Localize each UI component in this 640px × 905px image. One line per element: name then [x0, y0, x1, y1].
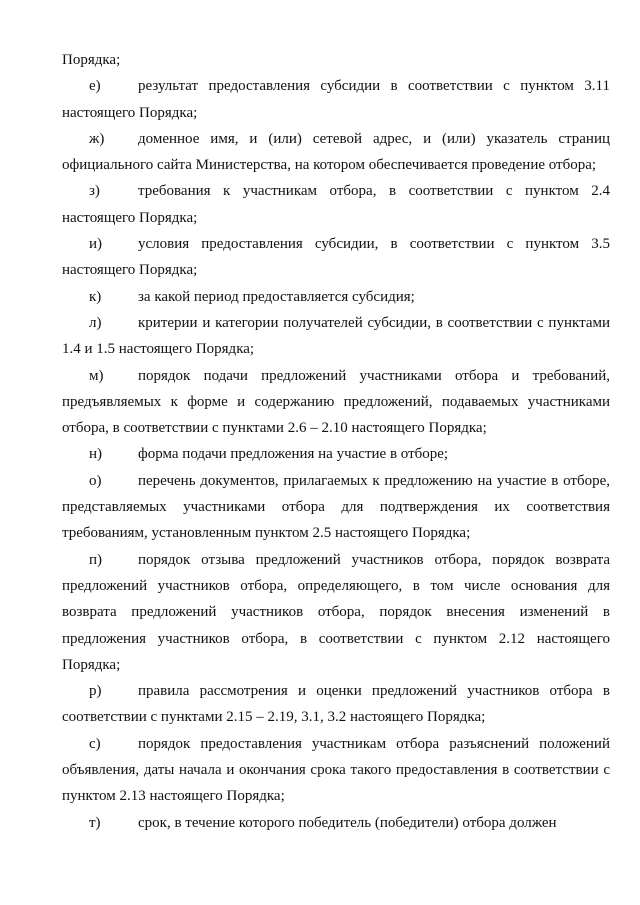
text-line [62, 315, 610, 332]
text-line [62, 78, 610, 95]
list-marker: о) [89, 472, 102, 489]
text-line [62, 157, 610, 174]
list-marker: м) [89, 367, 104, 384]
text-line [62, 499, 610, 516]
text-line [62, 236, 610, 253]
document-page [62, 52, 610, 841]
text-line [62, 683, 610, 700]
paragraph-text: порядок подачи предложений участниками отбора и требований, [138, 367, 610, 384]
list-marker: к) [89, 288, 102, 305]
paragraph-text: пунктом 2.13 настоящего Порядка; [62, 788, 285, 805]
paragraph-text: предъявляемых к форме и содержанию предложений, подаваемых участниками [62, 393, 610, 410]
paragraph-text: официального сайта Министерства, на котором обеспечивается проведение отбора; [62, 157, 597, 174]
text-line [62, 183, 610, 200]
text-line [62, 394, 610, 411]
paragraph-text: результат предоставления субсидии в соответствии с пунктом 3.11 [138, 78, 610, 95]
text-line [62, 604, 610, 621]
text-line [62, 210, 610, 227]
text-line [62, 709, 610, 726]
list-marker: л) [89, 314, 102, 331]
list-marker: т) [89, 814, 101, 831]
paragraph-text: объявления, даты начала и окончания срока такого предоставления в соответствии с [62, 762, 610, 779]
paragraph-text: настоящего Порядка; [62, 262, 198, 279]
text-line [62, 736, 610, 753]
list-marker: и) [89, 236, 103, 253]
text-line [62, 341, 610, 358]
paragraph-text: за какой период предоставляется субсидия; [138, 288, 415, 305]
paragraph-text: критерии и категории получателей субсидии, в соответствии с пунктами [138, 314, 610, 331]
text-line [62, 368, 610, 385]
text-line [62, 788, 610, 805]
paragraph-text: требования к участникам отбора, в соответствии с пунктом 2.4 [138, 183, 610, 200]
text-line [62, 289, 610, 306]
paragraph-text: отбора, в соответствии с пунктами 2.6 – 2.10 настоящего Порядка; [62, 420, 487, 437]
paragraph-text: предложения участников отбора, в соответствии с пунктом 2.12 настоящего [62, 630, 610, 647]
list-marker: з) [89, 183, 100, 200]
text-line [62, 105, 610, 122]
text-line [62, 631, 610, 648]
text-line [62, 525, 610, 542]
list-marker: н) [89, 446, 103, 463]
text-line [62, 552, 610, 569]
paragraph-text: соответствии с пунктами 2.15 – 2.19, 3.1, 3.2 настоящего Порядка; [62, 709, 486, 726]
text-line [62, 762, 610, 779]
text-line [62, 420, 610, 437]
text-line [62, 657, 610, 674]
text-line [62, 52, 610, 69]
paragraph-text: предложений участников отбора, определяющего, в том числе основания для [62, 577, 610, 594]
list-marker: ж) [89, 130, 105, 147]
text-line [62, 578, 610, 595]
paragraph-text: настоящего Порядка; [62, 104, 198, 121]
paragraph-text: срок, в течение которого победитель (победители) отбора должен [138, 814, 557, 831]
text-line [62, 131, 610, 148]
paragraph-text: Порядка; [62, 52, 121, 68]
text-line [62, 262, 610, 279]
paragraph-text: порядок отзыва предложений участников отбора, порядок возврата [138, 551, 610, 568]
paragraph-text: настоящего Порядка; [62, 209, 198, 226]
text-line [62, 473, 610, 490]
paragraph-text: правила рассмотрения и оценки предложений участников отбора в [138, 683, 610, 700]
text-line [62, 446, 610, 463]
list-marker: с) [89, 735, 101, 752]
list-marker: е) [89, 78, 101, 95]
paragraph-text: порядок предоставления участникам отбора разъяснений положений [138, 735, 610, 752]
paragraph-text: 1.4 и 1.5 настоящего Порядка; [62, 341, 255, 358]
paragraph-text: доменное имя, и (или) сетевой адрес, и (или) указатель страниц [138, 130, 610, 147]
paragraph-text: требованиям, установленным пунктом 2.5 настоящего Порядка; [62, 525, 471, 542]
paragraph-text: форма подачи предложения на участие в отборе; [138, 446, 449, 463]
paragraph-text: условия предоставления субсидии, в соответствии с пунктом 3.5 [138, 236, 610, 253]
text-line [62, 815, 610, 832]
paragraph-text: представляемых участниками отбора для подтверждения их соответствия [62, 499, 610, 516]
paragraph-text: возврата предложений участников отбора, порядок внесения изменений в [62, 604, 610, 621]
list-marker: р) [89, 683, 102, 700]
list-marker: п) [89, 551, 103, 568]
paragraph-text: перечень документов, прилагаемых к предложению на участие в отборе, [138, 472, 610, 489]
paragraph-text: Порядка; [62, 656, 121, 673]
